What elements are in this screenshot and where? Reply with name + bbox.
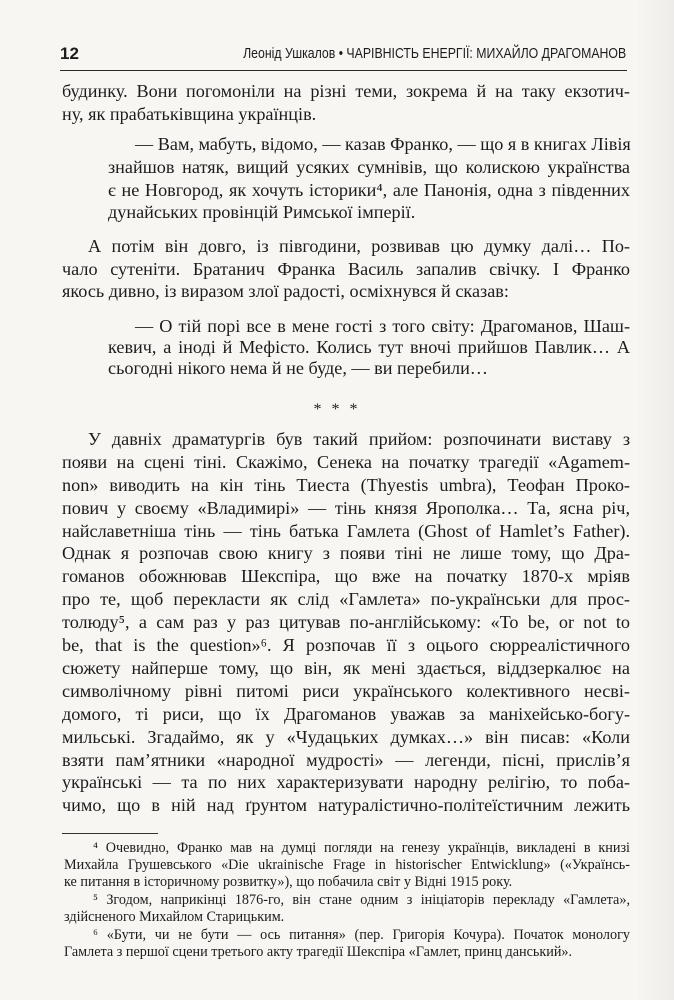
body-line: взяти пам’ятники «народної мудрості» — легенди, пісні, прислів’я <box>62 750 630 770</box>
quote-line: дунайських провінцій Римської імперії. <box>108 202 416 222</box>
footnote-4: ⁴ Очевидно, Франко мав на думці погляди на генезу українців, викладені в книзі <box>93 840 630 856</box>
quote-line: сьогодні нікого нема й не буде, — ви перебили… <box>108 358 488 378</box>
scan-shadow <box>634 0 674 1000</box>
body-line: ну, як прабатьківщина українців. <box>62 104 317 124</box>
section-separator: * * * <box>313 401 361 418</box>
body-line: У давніх драматургів був такий прийом: розпочинати виставу з <box>88 429 630 449</box>
body-line: мильські. Згадаймо, як у «Чудацьких думках…» він писав: «Коли <box>62 727 630 747</box>
body-line: толюду⁵, а сам раз у раз цитував по-англійському: «To be, or not to <box>62 612 630 632</box>
body-line: А потім він довго, із півгодини, розвивав цю думку далі… По- <box>88 236 630 256</box>
footnote-rule <box>62 833 158 834</box>
footnote-line: Гамлета з першої сцени третього акту трагедії Шекспіра «Гамлет, принц данський». <box>64 944 573 960</box>
header-rule <box>60 70 627 71</box>
body-line: символічному рівні питомі риси українського колективного несві- <box>62 681 630 701</box>
quote-line: є не Новгород, як хочуть історики⁴, але Панонія, одна з південних <box>108 180 630 200</box>
footnote-line: ке питання в історичному розвитку»), що побачила світ у Відні 1915 року. <box>64 874 513 890</box>
body-line: домого, ті риси, що їх Драгоманов уважав за маніхейсько-богу- <box>62 704 630 724</box>
body-line: будинку. Вони погомоніли на різні теми, зокрема й на таку екзотич- <box>62 81 630 101</box>
body-line: be, that is the question»⁶. Я розпочав її з оцього сюрреалістичного <box>62 635 630 655</box>
quote-line: кевич, а іноді й Мефісто. Колись тут вночі прийшов Павлик… А <box>108 337 630 357</box>
body-line: чимо, що в ній над ґрунтом натуралістично-політеїстичним лежить <box>62 795 630 815</box>
body-line: про те, щоб перекласти як слід «Гамлета» по-українськи для прос- <box>62 589 630 609</box>
footnote-6: ⁶ «Бути, чи не бути — ось питання» (пер. Григорія Кочура). Початок монологу <box>93 927 630 943</box>
footnote-line: здійсненого Михайлом Старицьким. <box>64 909 285 925</box>
body-line: появи на сцені тіні. Скажімо, Сенека на початку трагедії «Agamem- <box>62 452 630 472</box>
body-line: якось дивно, із виразом злої радості, осміхнувся й сказав: <box>62 281 509 301</box>
quote-line: — О тій порі все в мене гості з того світу: Драгоманов, Шаш- <box>135 316 630 336</box>
body-line: українські — та по них характеризувати народну релігію, то поба- <box>62 772 630 792</box>
body-line: чало сутеніти. Братанич Франка Василь запалив свічку. І Франко <box>62 259 630 279</box>
body-line: гоманов обожнював Шекспіра, що вже на початку 1870-х мріяв <box>62 566 630 586</box>
footnote-5: ⁵ Згодом, наприкінці 1876-го, він стане одним з ініціаторів перекладу «Гамлета», <box>93 892 630 908</box>
quote-line: — Вам, мабуть, відомо, — казав Франко, — що я в книгах Лівія <box>135 134 631 154</box>
body-line: non» виводить на кін тінь Тиеста (Thyestis umbra), Теофан Проко- <box>62 475 630 495</box>
body-line: Однак я розпочав свою книгу з появи тіні не лише тому, що Дра- <box>62 543 630 563</box>
body-line: пович у своєму «Владимирі» — тінь князя Ярополка… Та, ясна річ, <box>62 498 630 518</box>
body-line: найславетніша тінь — тінь батька Гамлета (Ghost of Hamlet’s Father). <box>62 521 630 541</box>
quote-line: знайшов натяк, вищий усяких сумнівів, що колискою українства <box>108 157 630 177</box>
running-header-title: Леонід Ушкалов • ЧАРІВНІСТЬ ЕНЕРГІЇ: МИХАЙЛО ДРАГОМАНОВ <box>242 45 626 62</box>
footnote-line: Михайла Грушевського «Die ukrainische Frage in historischer Entwicklung» («Українсь- <box>64 857 630 873</box>
page-number: 12 <box>60 44 79 63</box>
body-line: сюжету найперше тому, що він, як мені здається, віддзеркалює на <box>62 658 630 678</box>
